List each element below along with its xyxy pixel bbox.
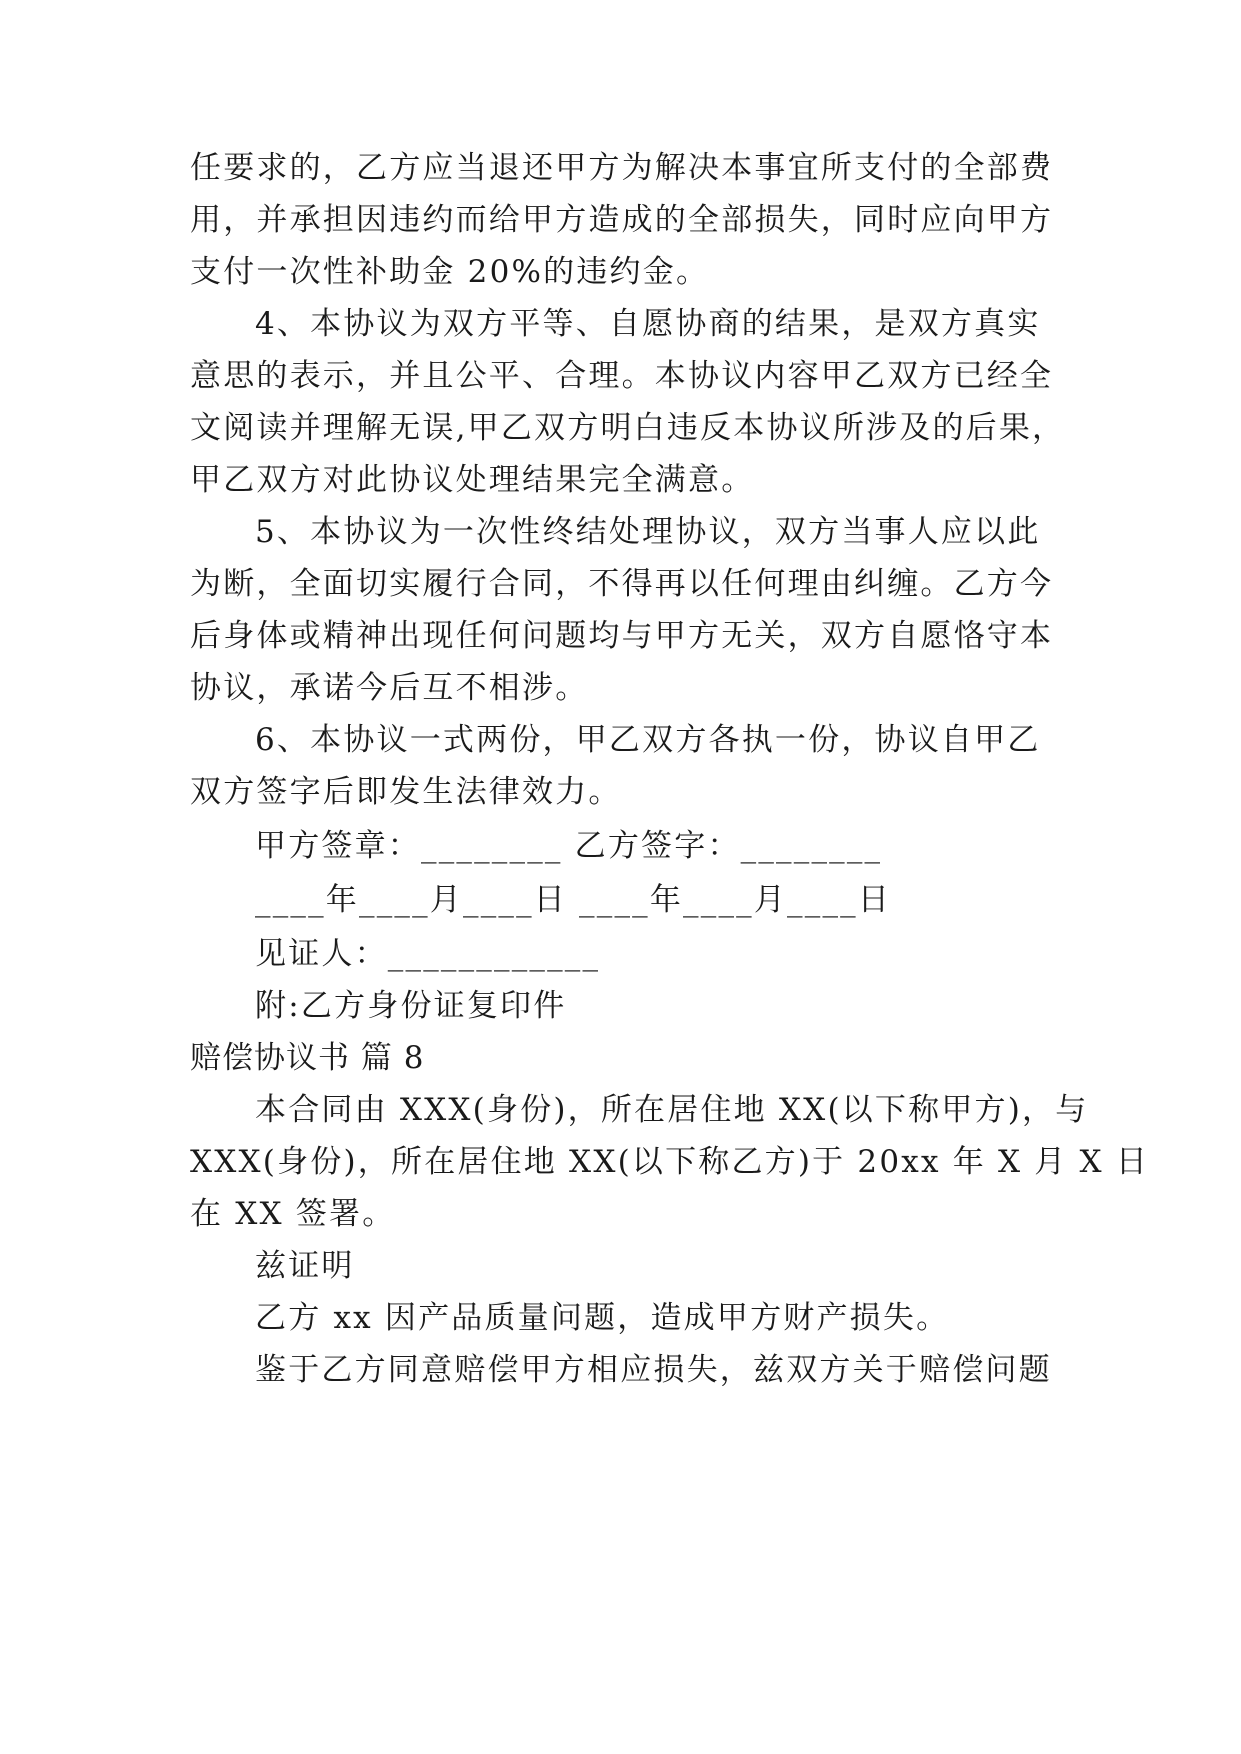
body-text-line: 甲乙双方对此协议处理结果完全满意。 (190, 462, 755, 498)
body-text-line: 后身体或精神出现任何问题均与甲方无关，双方自愿恪守本 (190, 618, 1054, 654)
body-text-line: 双方签字后即发生法律效力。 (190, 774, 622, 810)
clause-5-text: 5、本协议为一次性终结处理协议，双方当事人应以此 (255, 514, 1041, 550)
date-line: ____年____月____日 ____年____月____日 (255, 882, 892, 918)
body-text-line: 文阅读并理解无误,甲乙双方明白违反本协议所涉及的后果， (190, 410, 1066, 446)
body-text-line: XXX(身份)，所在居住地 XX(以下称乙方)于 20xx 年 X 月 X 日 (190, 1144, 1150, 1180)
body-text-line: 乙方 xx 因产品质量问题，造成甲方财产损失。 (255, 1300, 950, 1336)
body-text-line: 任要求的，乙方应当退还甲方为解决本事宜所支付的全部费 (190, 150, 1054, 186)
clause-6-text: 6、本协议一式两份，甲乙双方各执一份，协议自甲乙 (255, 722, 1041, 758)
body-text-line: 在 XX 签署。 (190, 1196, 396, 1232)
body-text-line: 支付一次性补助金 20%的违约金。 (190, 254, 710, 290)
signature-line: 甲方签章：________ 乙方签字：________ (255, 828, 883, 864)
body-text-line: 为断，全面切实履行合同，不得再以任何理由纠缠。乙方今 (190, 566, 1054, 602)
clause-4-text: 4、本协议为双方平等、自愿协商的结果，是双方真实 (255, 306, 1041, 342)
contract-intro-text: 本合同由 XXX(身份)，所在居住地 XX(以下称甲方)，与 (255, 1092, 1089, 1128)
body-text-line: 用，并承担因违约而给甲方造成的全部损失，同时应向甲方 (190, 202, 1054, 238)
attachment-note: 附:乙方身份证复印件 (255, 988, 567, 1024)
section-heading: 赔偿协议书 篇 8 (190, 1040, 425, 1076)
certify-text: 兹证明 (255, 1248, 355, 1284)
body-text-line: 意思的表示，并且公平、合理。本协议内容甲乙双方已经全 (190, 358, 1054, 394)
witness-line: 见证人：____________ (255, 936, 601, 972)
body-text-line: 协议，承诺今后互不相涉。 (190, 670, 589, 706)
body-text-line: 鉴于乙方同意赔偿甲方相应损失，兹双方关于赔偿问题 (255, 1352, 1052, 1388)
